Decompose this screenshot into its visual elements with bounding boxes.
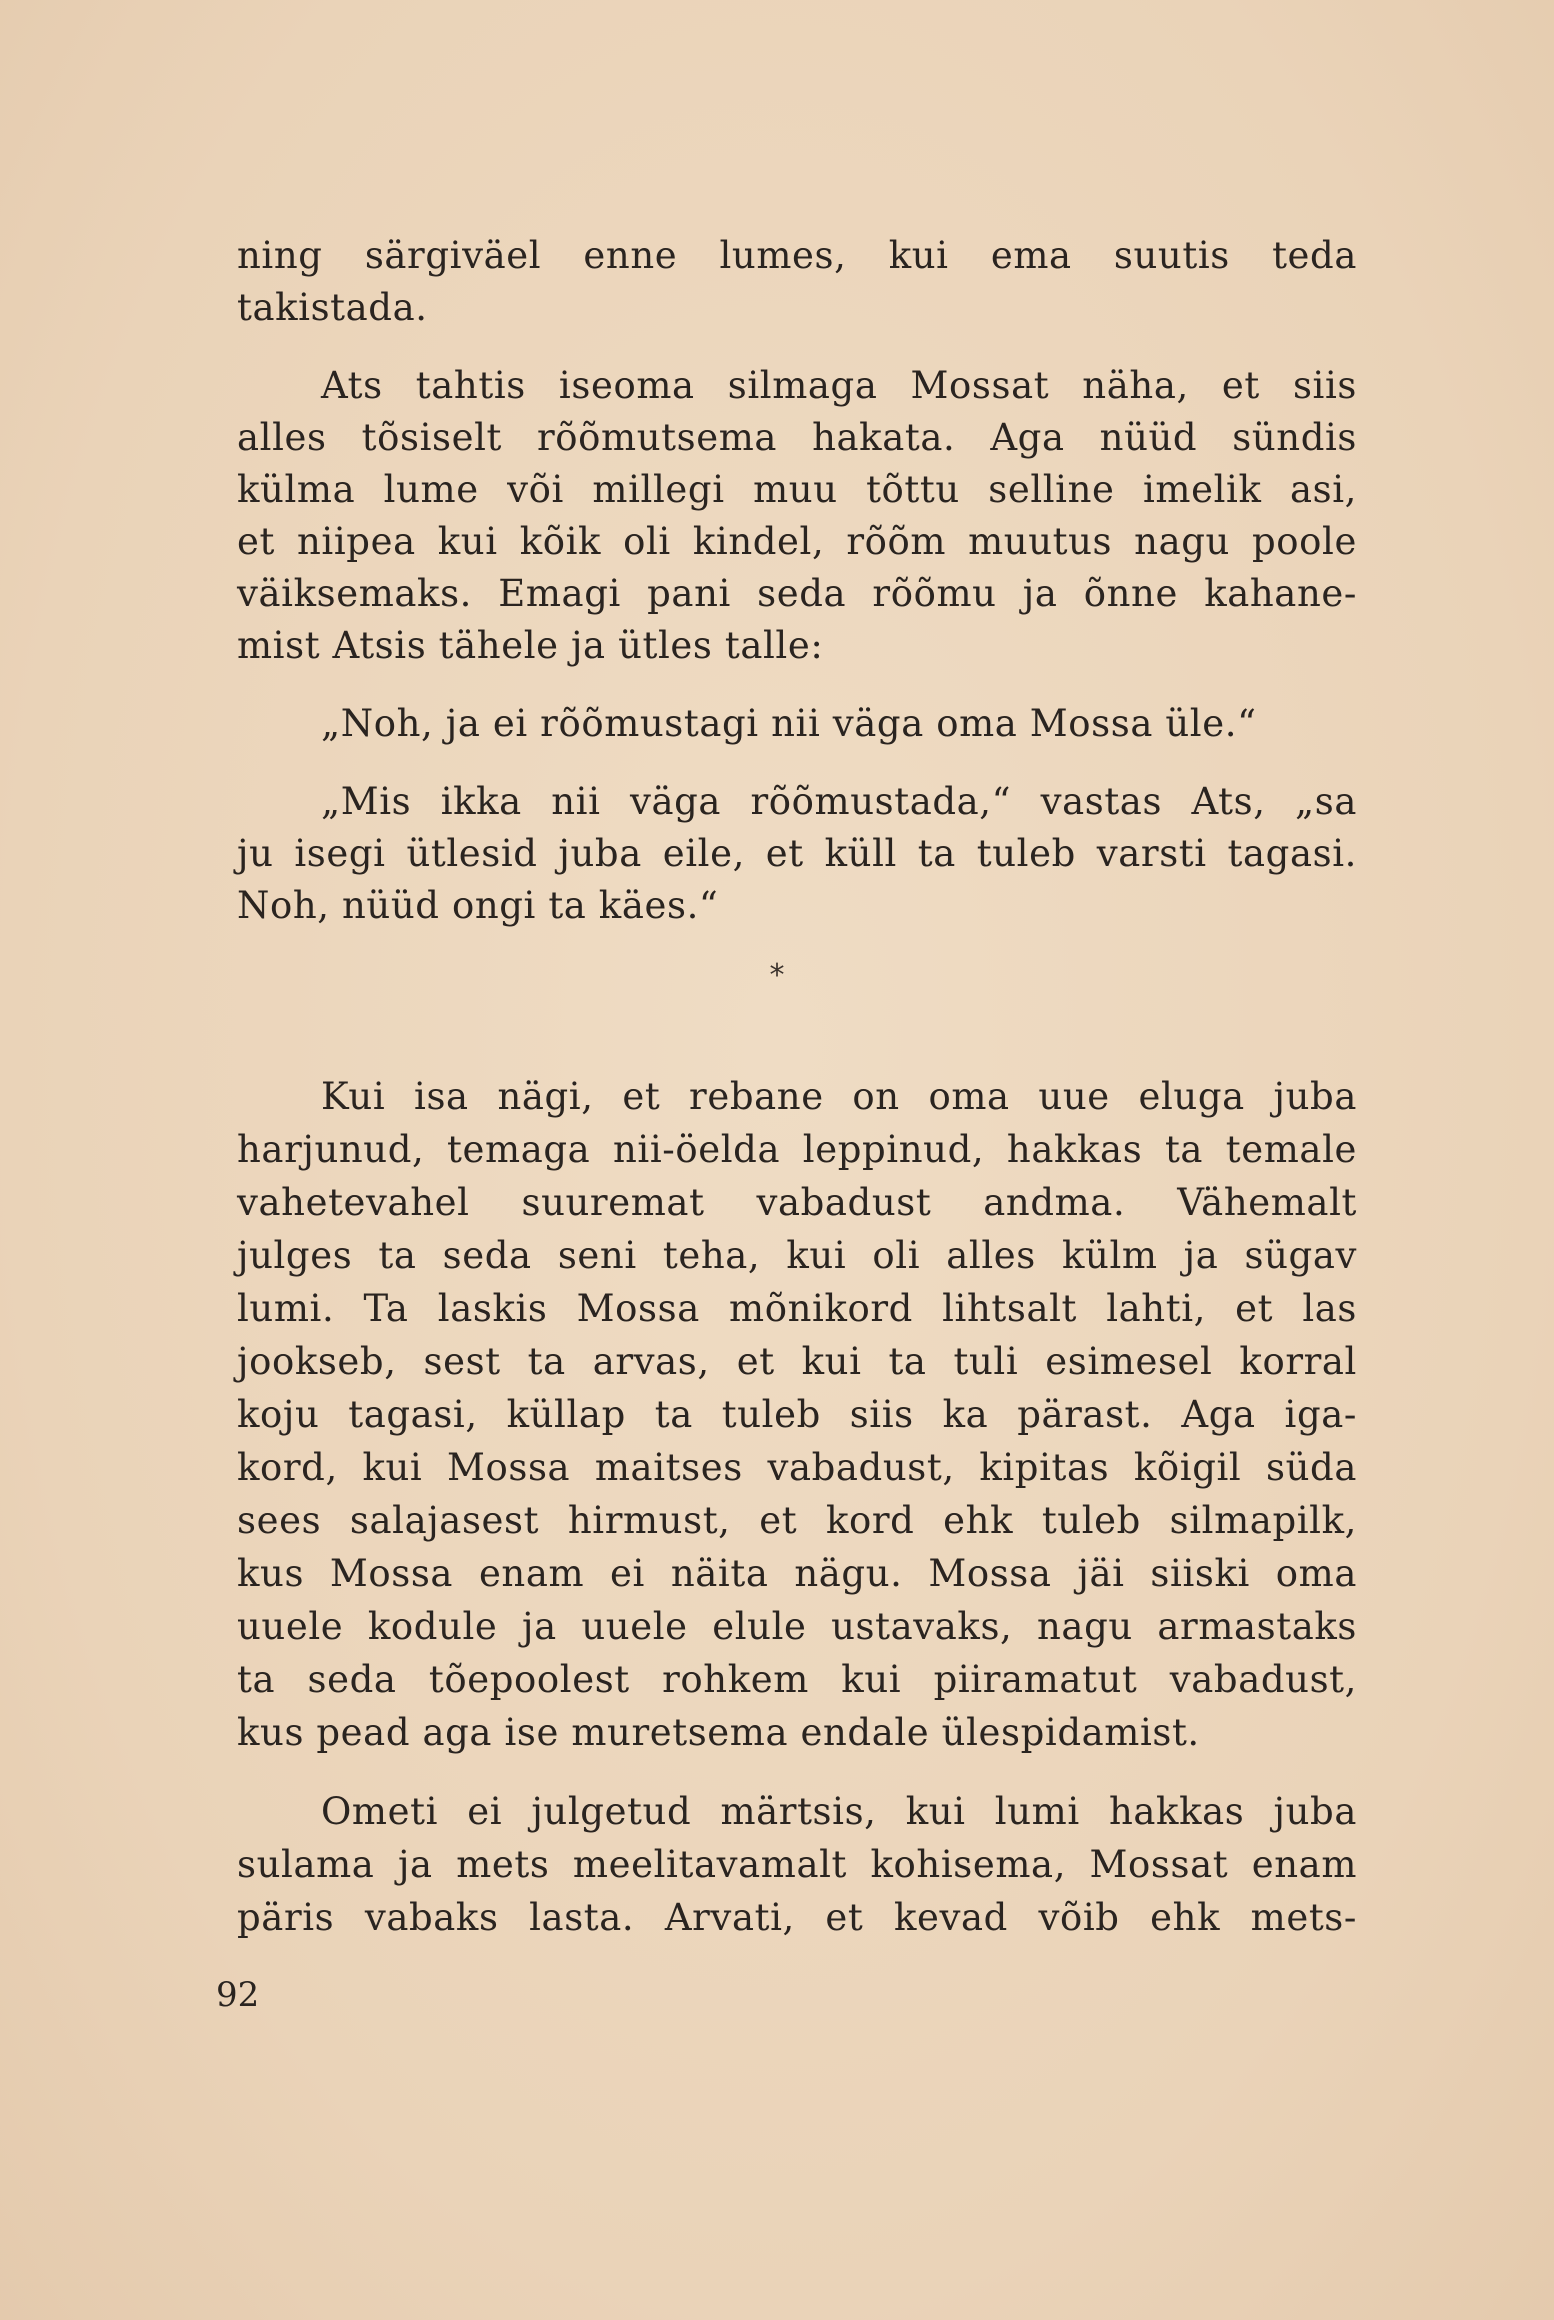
text-line: uuele kodule ja uuele elule ustavaks, nagu armastaks <box>237 1605 1357 1648</box>
text-line: Noh, nüüd ongi ta käes.“ <box>237 884 719 927</box>
text-line: kord, kui Mossa maitses vabadust, kipitas kõigil süda <box>237 1446 1357 1489</box>
text-line: Ats tahtis iseoma silmaga Mossat näha, et siis <box>321 364 1357 407</box>
text-line: ta seda tõepoolest rohkem kui piiramatut vabadust, <box>237 1658 1357 1701</box>
text-line: sees salajasest hirmust, et kord ehk tuleb silmapilk, <box>237 1499 1357 1542</box>
page-number: 92 <box>216 1975 260 2015</box>
text-line: „Noh, ja ei rõõmustagi nii väga oma Mossa üle.“ <box>321 702 1257 745</box>
text-line: harjunud, temaga nii-öelda leppinud, hakkas ta temale <box>237 1128 1357 1171</box>
text-line: mist Atsis tähele ja ütles talle: <box>237 624 824 667</box>
text-line: „Mis ikka nii väga rõõmustada,“ vastas Ats, „sa <box>321 780 1357 823</box>
text-line: kus Mossa enam ei näita nägu. Mossa jäi siiski oma <box>237 1552 1357 1595</box>
text-line: vahetevahel suuremat vabadust andma. Vähemalt <box>237 1181 1357 1224</box>
text-line: jookseb, sest ta arvas, et kui ta tuli esimesel korral <box>237 1340 1357 1383</box>
paragraph-gap <box>237 672 1357 698</box>
text-line: koju tagasi, küllap ta tuleb siis ka pärast. Aga iga- <box>237 1393 1357 1436</box>
text-line: takistada. <box>237 286 428 329</box>
text-line: Kui isa nägi, et rebane on oma uue eluga juba <box>321 1075 1357 1118</box>
text-line: lumi. Ta laskis Mossa mõnikord lihtsalt lahti, et las <box>237 1287 1357 1330</box>
paragraph-gap <box>237 1759 1357 1785</box>
text-line: väiksemaks. Emagi pani seda rõõmu ja õnne kahane- <box>237 572 1357 615</box>
text-block-bottom <box>237 1070 1357 1944</box>
text-line: sulama ja mets meelitavamalt kohisema, Mossat enam <box>237 1843 1357 1886</box>
text-line: ju isegi ütlesid juba eile, et küll ta tuleb varsti tagasi. <box>237 832 1357 875</box>
paragraph-gap <box>237 334 1357 360</box>
paragraph-gap <box>237 750 1357 776</box>
text-line: ning särgiväel enne lumes, kui ema suutis teda <box>237 234 1357 277</box>
text-line: kus pead aga ise muretsema endale ülespidamist. <box>237 1711 1200 1754</box>
text-line: Ometi ei julgetud märtsis, kui lumi hakkas juba <box>321 1790 1357 1833</box>
text-line: julges ta seda seni teha, kui oli alles külm ja sügav <box>237 1234 1357 1277</box>
text-block-top <box>237 230 1357 932</box>
text-line: et niipea kui kõik oli kindel, rõõm muutus nagu poole <box>237 520 1357 563</box>
text-line: alles tõsiselt rõõmutsema hakata. Aga nüüd sündis <box>237 416 1357 459</box>
section-separator: * <box>769 958 785 993</box>
text-line: päris vabaks lasta. Arvati, et kevad võib ehk mets- <box>237 1896 1357 1939</box>
text-line: külma lume või millegi muu tõttu selline imelik asi, <box>237 468 1357 511</box>
